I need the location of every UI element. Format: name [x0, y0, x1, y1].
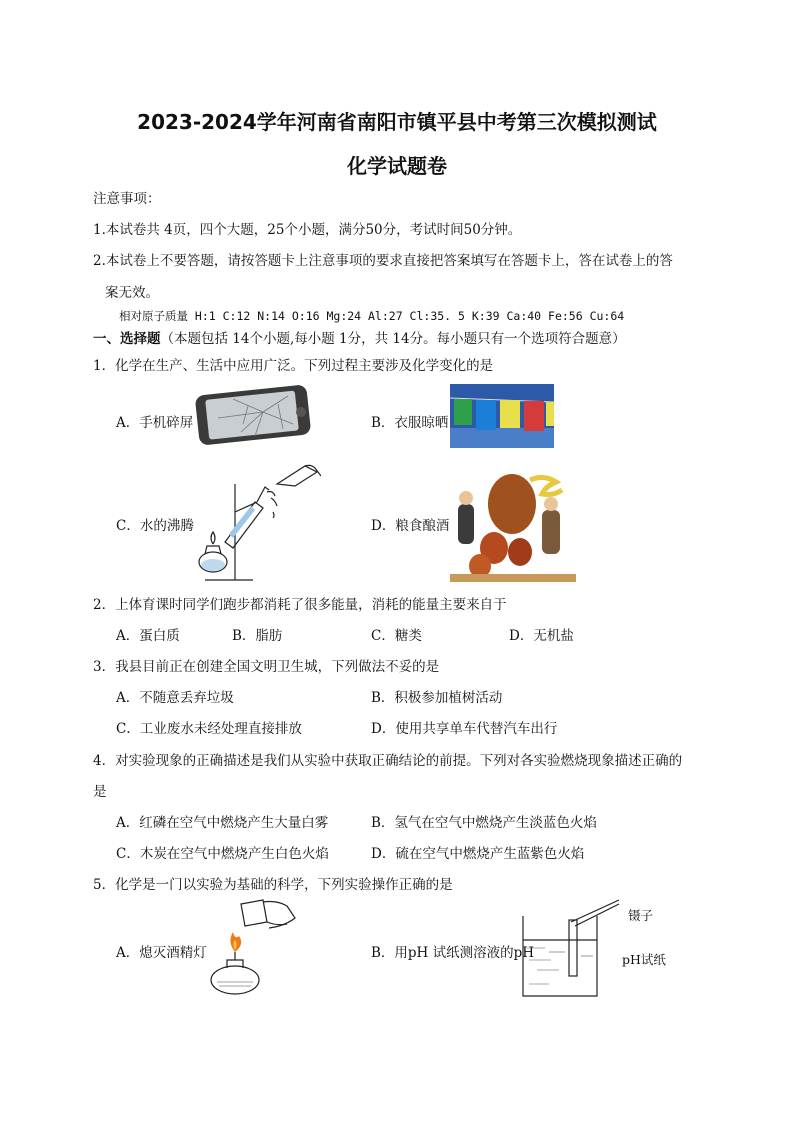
q1-option-d: D．粮食酿酒	[371, 518, 450, 534]
q5-stem: 5．化学是一门以实验为基础的科学，下列实验操作正确的是	[93, 877, 453, 893]
q1-option-b: B．衣服晾晒	[371, 415, 449, 431]
ph-paper-label: pH试纸	[622, 952, 666, 967]
q1-option-c: C．水的沸腾	[116, 518, 194, 534]
tweezers-label: 镊子	[628, 908, 654, 923]
q2-option-c: C．糖类	[371, 628, 422, 644]
q3-stem: 3．我县目前正在创建全国文明卫生城，下列做法不妥的是	[93, 659, 440, 675]
q4-option-b: B．氢气在空气中燃烧产生淡蓝色火焰	[371, 815, 597, 831]
q2-option-a: A．蛋白质	[116, 628, 180, 644]
notice-item-1: 1.本试卷共 4页，四个大题，25个小题，满分50分，考试时间50分钟。	[93, 222, 522, 238]
q1-option-a: A．手机碎屏	[116, 415, 194, 431]
section-label: 一、选择题	[93, 331, 161, 347]
alcohol-lamp-capping-image	[205, 896, 297, 1000]
q2-option-d: D．无机盐	[509, 628, 574, 644]
cracked-phone-image	[193, 384, 313, 446]
q4-stem-line1: 4．对实验现象的正确描述是我们从实验中获取正确结论的前提。下列对各实验燃烧现象描述正确的	[93, 753, 683, 769]
q2-option-b: B．脂肪	[232, 628, 283, 644]
clothes-drying-image	[450, 384, 554, 448]
q4-option-d: D．硫在空气中燃烧产生蓝紫色火焰	[371, 846, 585, 862]
ph-test-apparatus-image	[515, 896, 625, 1002]
q5-option-b: B．用pH 试纸测溶液的pH	[371, 945, 535, 961]
q2-stem: 2．上体育课时同学们跑步都消耗了很多能量，消耗的能量主要来自于	[93, 597, 507, 613]
section-header	[93, 327, 626, 347]
q4-option-c: C．木炭在空气中燃烧产生白色火焰	[116, 846, 329, 862]
q4-option-a: A．红磷在空气中燃烧产生大量白雾	[116, 815, 329, 831]
q4-stem-line2: 是	[93, 784, 107, 800]
exam-subtitle: 化学试题卷	[347, 154, 447, 178]
q3-option-d: D．使用共享单车代替汽车出行	[371, 721, 558, 737]
water-boiling-apparatus-image	[195, 462, 321, 584]
q5-option-a: A．熄灭酒精灯	[116, 945, 207, 961]
q3-option-c: C．工业废水未经处理直接排放	[116, 721, 302, 737]
notice-item-2-line2: 案无效。	[105, 285, 159, 301]
grain-brewing-image	[450, 470, 576, 582]
notice-item-2-line1: 2.本试卷上不要答题，请按答题卡上注意事项的要求直接把答案填写在答题卡上，答在试卷上的答	[93, 253, 673, 269]
q1-stem: 1．化学在生产、生活中应用广泛。下列过程主要涉及化学变化的是	[93, 358, 494, 374]
atomic-mass-line: 相对原子质量 H:1 C:12 N:14 O:16 Mg:24 Al:27 Cl:35. 5 K:39 Ca:40 Fe:56 Cu:64	[119, 309, 625, 323]
notice-heading: 注意事项：	[93, 191, 161, 207]
q3-option-a: A．不随意丢弃垃圾	[116, 690, 234, 706]
section-description: （本题包括 14个小题,每小题 1分，共 14分。每小题只有一个选项符合题意）	[160, 331, 626, 347]
q3-option-b: B．积极参加植树活动	[371, 690, 503, 706]
exam-title: 2023-2024学年河南省南阳市镇平县中考第三次模拟测试	[137, 110, 657, 134]
